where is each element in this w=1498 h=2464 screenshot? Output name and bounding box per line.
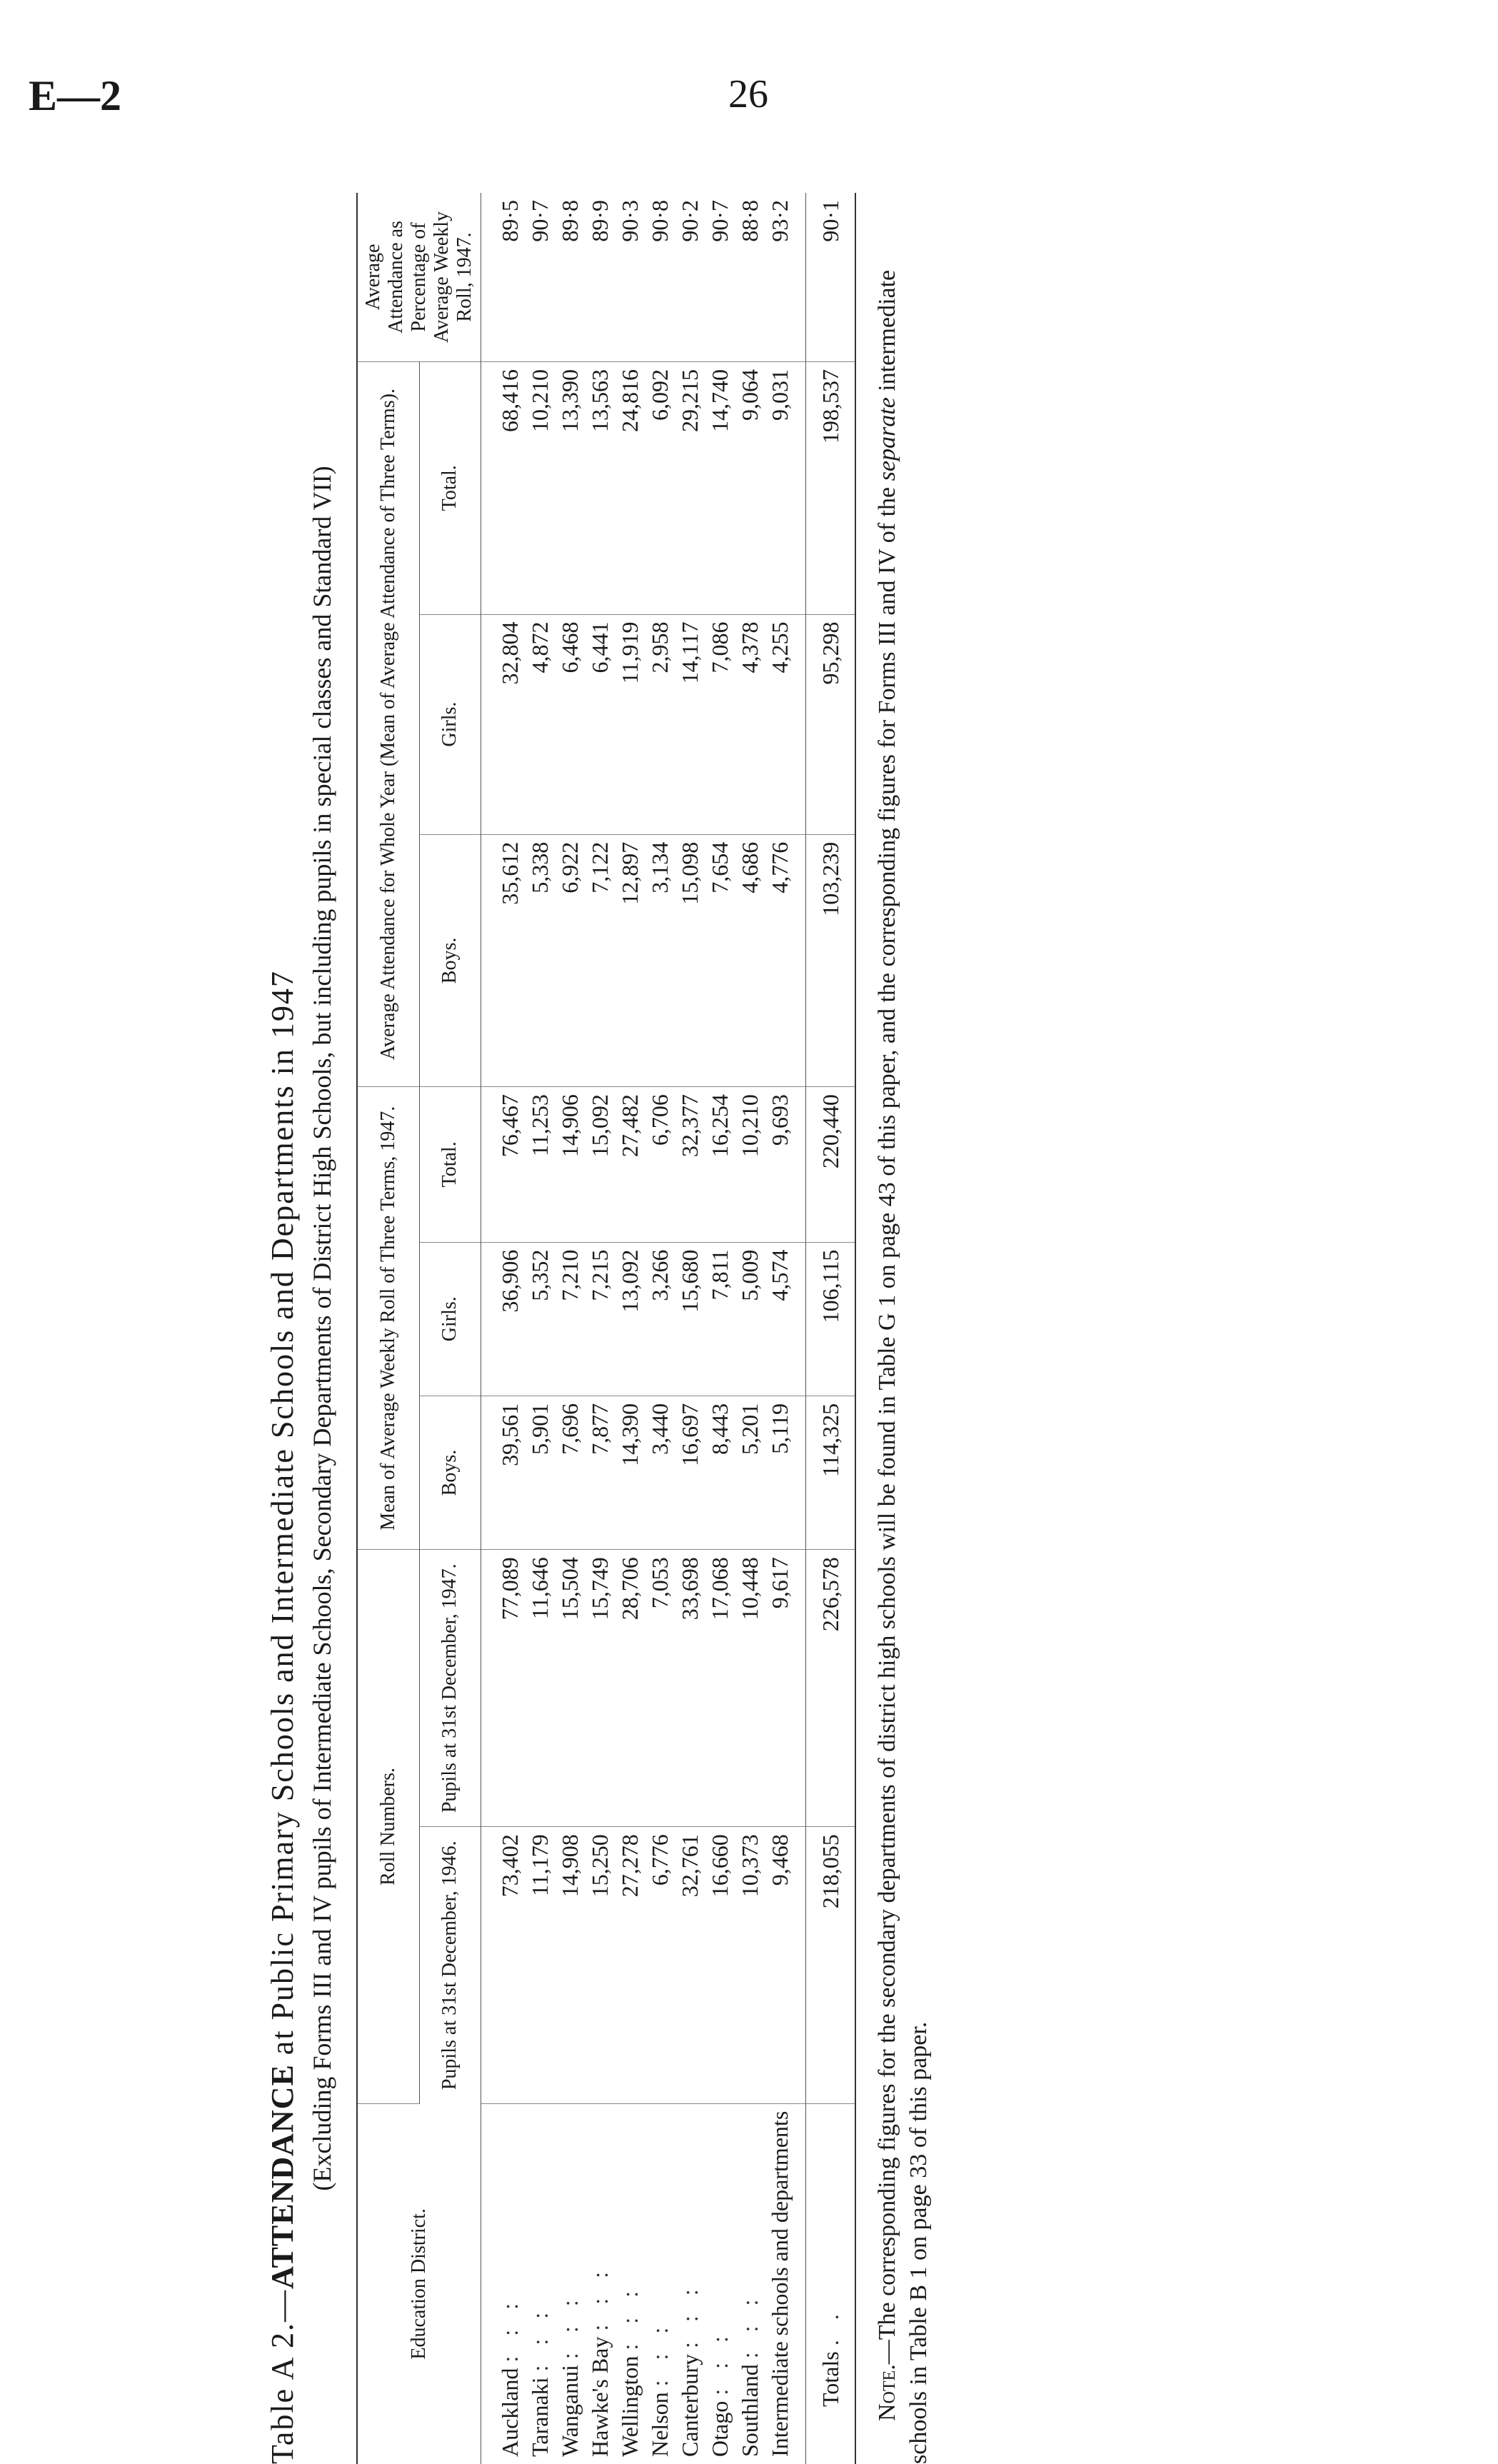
table-cell: 114,325	[806, 1396, 856, 1549]
table-cell: 4,378	[735, 614, 765, 834]
table-cell: 29,215	[675, 362, 705, 615]
table-row	[765, 193, 806, 2464]
page-number: 26	[728, 72, 768, 116]
table-cell: 90·2	[675, 193, 705, 362]
district-name: Intermediate schools and departments	[765, 2103, 806, 2464]
table-cell: 7,210	[555, 1242, 585, 1396]
col-mean-group: Mean of Average Weekly Roll of Three Terms, 1947.	[357, 1087, 419, 1550]
table-cell: 103,239	[806, 834, 856, 1086]
table-cell: 5,338	[525, 834, 555, 1086]
table-row	[645, 193, 675, 2464]
col-roll-1947: Pupils at 31st December, 1947.	[419, 1550, 481, 1827]
table-row	[481, 193, 526, 2464]
table-cell: 16,697	[675, 1396, 705, 1549]
table-cell: 77,089	[481, 1550, 526, 1827]
table-cell: 11,179	[525, 1827, 555, 2103]
title-prefix: Table A 2.—	[265, 2288, 300, 2464]
table-note	[872, 193, 935, 2464]
attendance-table	[356, 193, 856, 2464]
district-name: Auckland : : :	[497, 2295, 523, 2457]
table-cell: 6,441	[585, 614, 615, 834]
col-roll-1946: Pupils at 31st December, 1946.	[419, 1827, 481, 2103]
col-avg-boys: Boys.	[419, 834, 481, 1086]
table-cell: 3,266	[645, 1242, 675, 1396]
table-cell: 11,253	[525, 1087, 555, 1242]
table-cell: 7,696	[555, 1396, 585, 1549]
table-cell: 14,906	[555, 1087, 585, 1242]
table-cell: 10,373	[735, 1827, 765, 2103]
table-cell: 5,201	[735, 1396, 765, 1549]
col-mean-girls: Girls.	[419, 1242, 481, 1396]
page-reference: E—2	[29, 72, 122, 119]
table-cell: 3,134	[645, 834, 675, 1086]
table-cell: 13,092	[615, 1242, 645, 1396]
table-cell: 73,402	[481, 1827, 526, 2103]
table-cell: 14,117	[675, 614, 705, 834]
table-cell: 7,122	[585, 834, 615, 1086]
table-cell: 90·3	[615, 193, 645, 362]
table-cell: 13,390	[555, 362, 585, 615]
table-cell: 11,646	[525, 1550, 555, 1827]
table-cell: 12,897	[615, 834, 645, 1086]
title-rest: at Public Primary Schools and Intermediate Schools and Departments in 1947	[265, 970, 300, 2065]
table-cell: 9,617	[765, 1550, 806, 1827]
table-cell: 17,068	[705, 1550, 735, 1827]
table-cell: 89·8	[555, 193, 585, 362]
table-row	[705, 193, 735, 2464]
table-cell: 15,250	[585, 1827, 615, 2103]
table-cell: 4,686	[735, 834, 765, 1086]
table-cell: 198,537	[806, 362, 856, 615]
table-cell: 13,563	[585, 362, 615, 615]
table-cell: 9,468	[765, 1827, 806, 2103]
totals-row	[806, 193, 856, 2464]
district-name: Wellington : : :	[617, 2283, 643, 2457]
table-subtitle: (Excluding Forms III and IV pupils of Intermediate Schools, Secondary Departments of District High Schools, but including pupils in special classes and Standard VII)	[308, 466, 336, 2191]
table-row	[615, 193, 645, 2464]
table-cell: 6,922	[555, 834, 585, 1086]
table-cell: 32,761	[675, 1827, 705, 2103]
table-cell: 11,919	[615, 614, 645, 834]
note-label: Note.	[874, 2364, 900, 2421]
table-row	[675, 193, 705, 2464]
table-cell: 32,377	[675, 1087, 705, 1242]
note-text-2: intermediate schools in Table B 1 on page 33 of this paper.	[874, 269, 932, 2464]
table-cell: 90·7	[705, 193, 735, 362]
table-cell: 6,092	[645, 362, 675, 615]
table-cell: 32,804	[481, 614, 526, 834]
table-cell: 27,482	[615, 1087, 645, 1242]
table-cell: 24,816	[615, 362, 645, 615]
table-cell: 95,298	[806, 614, 856, 834]
table-cell: 5,009	[735, 1242, 765, 1396]
totals-label: Totals . .	[806, 2103, 856, 2464]
table-cell: 6,468	[555, 614, 585, 834]
table-cell: 7,877	[585, 1396, 615, 1549]
table-cell: 10,448	[735, 1550, 765, 1827]
table-row	[555, 193, 585, 2464]
table-cell: 7,053	[645, 1550, 675, 1827]
note-emphasis: separate	[874, 397, 900, 481]
table-cell: 4,872	[525, 614, 555, 834]
table-cell: 15,098	[675, 834, 705, 1086]
col-avg-total: Total.	[419, 362, 481, 615]
rotated-table-block	[264, 193, 1242, 2464]
table-cell: 226,578	[806, 1550, 856, 1827]
table-cell: 10,210	[525, 362, 555, 615]
table-cell: 7,086	[705, 614, 735, 834]
table-cell: 4,776	[765, 834, 806, 1086]
table-cell: 28,706	[615, 1550, 645, 1827]
col-roll-group: Roll Numbers.	[357, 1550, 419, 2104]
table-cell: 89·5	[481, 193, 526, 362]
district-name: Otago : : :	[707, 2329, 733, 2457]
note-text-1: —The corresponding figures for the secondary departments of district high schools will be found in Table G 1 on page 43 of this paper, and the corresponding figures for Forms III and IV of the	[874, 481, 900, 2365]
table-cell: 35,612	[481, 834, 526, 1086]
table-cell: 9,031	[765, 362, 806, 615]
table-cell: 220,440	[806, 1087, 856, 1242]
table-cell: 5,119	[765, 1396, 806, 1549]
col-pct: Average Attendance as Percentage of Average Weekly Roll, 1947.	[357, 193, 481, 362]
col-mean-boys: Boys.	[419, 1396, 481, 1549]
table-cell: 16,660	[705, 1827, 735, 2103]
table-cell: 27,278	[615, 1827, 645, 2103]
table-cell: 36,906	[481, 1242, 526, 1396]
table-cell: 7,654	[705, 834, 735, 1086]
table-row	[585, 193, 615, 2464]
table-title	[264, 193, 301, 2464]
table-cell: 68,416	[481, 362, 526, 615]
table-cell: 218,055	[806, 1827, 856, 2103]
col-mean-total: Total.	[419, 1087, 481, 1242]
table-cell: 15,749	[585, 1550, 615, 1827]
col-district: Education District.	[357, 2103, 481, 2464]
table-cell: 33,698	[675, 1550, 705, 1827]
col-avg-group: Average Attendance for Whole Year (Mean of Average Attendance of Three Terms).	[357, 362, 419, 1087]
table-cell: 7,215	[585, 1242, 615, 1396]
table-cell: 93·2	[765, 193, 806, 362]
table-cell: 106,115	[806, 1242, 856, 1396]
table-cell: 89·9	[585, 193, 615, 362]
table-cell: 15,092	[585, 1087, 615, 1242]
table-cell: 5,352	[525, 1242, 555, 1396]
table-cell: 39,561	[481, 1396, 526, 1549]
district-name: Taranaki : : :	[527, 2305, 553, 2457]
table-cell: 90·7	[525, 193, 555, 362]
table-cell: 4,255	[765, 614, 806, 834]
title-bold: ATTENDANCE	[265, 2064, 300, 2289]
table-cell: 88·8	[735, 193, 765, 362]
district-name: Canterbury : : :	[677, 2282, 703, 2457]
table-cell: 90·8	[645, 193, 675, 362]
table-cell: 14,740	[705, 362, 735, 615]
table-cell: 90·1	[806, 193, 856, 362]
district-name: Hawke's Bay : : :	[587, 2264, 613, 2457]
table-cell: 16,254	[705, 1087, 735, 1242]
table-cell: 7,811	[705, 1242, 735, 1396]
table-cell: 6,776	[645, 1827, 675, 2103]
table-cell: 2,958	[645, 614, 675, 834]
district-name: Nelson : : :	[647, 2320, 673, 2457]
table-cell: 14,908	[555, 1827, 585, 2103]
table-cell: 8,443	[705, 1396, 735, 1549]
table-cell: 3,440	[645, 1396, 675, 1549]
table-cell: 14,390	[615, 1396, 645, 1549]
table-cell: 15,504	[555, 1550, 585, 1827]
table-cell: 15,680	[675, 1242, 705, 1396]
table-cell: 10,210	[735, 1087, 765, 1242]
header-row-1	[357, 193, 419, 2464]
col-avg-girls: Girls.	[419, 614, 481, 834]
table-cell: 6,706	[645, 1087, 675, 1242]
table-cell: 76,467	[481, 1087, 526, 1242]
table-cell: 4,574	[765, 1242, 806, 1396]
table-cell: 9,693	[765, 1087, 806, 1242]
district-name: Wanganui : : :	[557, 2293, 583, 2457]
table-row	[525, 193, 555, 2464]
table-cell: 9,064	[735, 362, 765, 615]
district-name: Southland : : :	[737, 2292, 763, 2457]
table-cell: 5,901	[525, 1396, 555, 1549]
table-row	[735, 193, 765, 2464]
